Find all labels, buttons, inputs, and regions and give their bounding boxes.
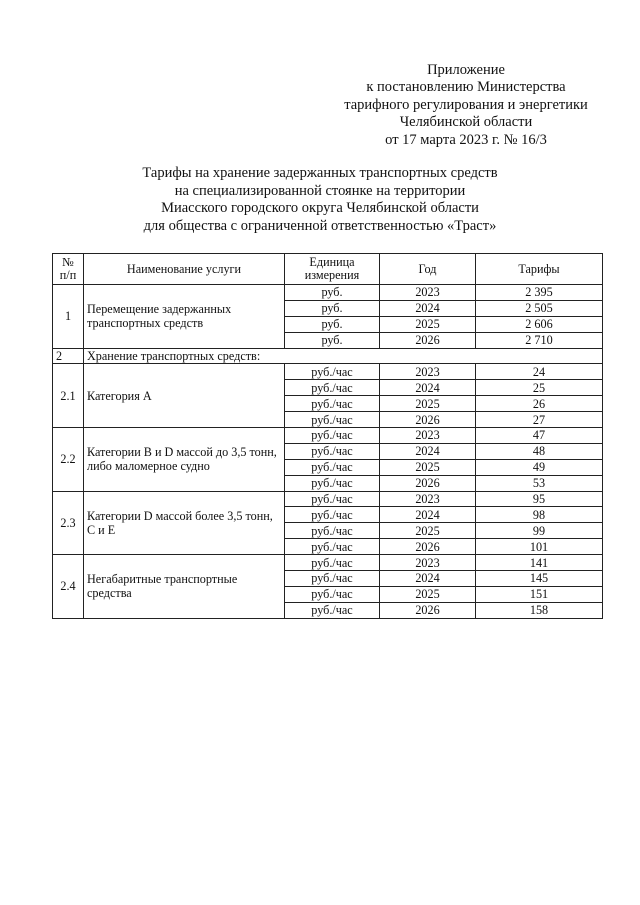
year-cell: 2024: [380, 443, 476, 459]
appendix-line: от 17 марта 2023 г. № 16/3: [385, 131, 547, 148]
unit-cell: руб./час: [285, 507, 380, 523]
unit-cell: руб./час: [285, 539, 380, 555]
service-name: Негабаритные транспортные средства: [84, 555, 285, 619]
year-cell: 2025: [380, 396, 476, 412]
title-line: на специализированной стоянке на территории: [174, 182, 466, 199]
unit-cell: руб./час: [285, 396, 380, 412]
unit-cell: руб./час: [285, 380, 380, 396]
title-line: для общества с ограниченной ответственностью «Траст»: [143, 217, 497, 234]
unit-cell: руб.: [285, 300, 380, 316]
year-cell: 2026: [380, 412, 476, 428]
row-num: 2.1: [53, 364, 84, 428]
unit-cell: руб.: [285, 332, 380, 348]
year-cell: 2025: [380, 586, 476, 602]
row-num: 2.2: [53, 428, 84, 492]
appendix-line: Челябинской области: [399, 114, 533, 131]
tariff-cell: 95: [476, 491, 603, 507]
tariff-cell: 101: [476, 539, 603, 555]
tariff-cell: 2 395: [476, 285, 603, 301]
unit-cell: руб./час: [285, 571, 380, 587]
tariff-cell: 47: [476, 428, 603, 444]
unit-cell: руб./час: [285, 364, 380, 380]
year-cell: 2024: [380, 571, 476, 587]
unit-cell: руб./час: [285, 555, 380, 571]
service-name: Категории D массой более 3,5 тонн, С и Е: [84, 491, 285, 555]
header-num: № п/п: [53, 254, 84, 285]
tariff-cell: 25: [476, 380, 603, 396]
row-num: 2.4: [53, 555, 84, 619]
tariff-cell: 24: [476, 364, 603, 380]
appendix-line: к постановлению Министерства: [366, 79, 566, 96]
tariff-cell: 26: [476, 396, 603, 412]
tariff-cell: 151: [476, 586, 603, 602]
tariff-cell: 141: [476, 555, 603, 571]
year-cell: 2024: [380, 507, 476, 523]
unit-cell: руб.: [285, 316, 380, 332]
service-name: Категории В и D массой до 3,5 тонн, либо маломерное судно: [84, 428, 285, 492]
unit-cell: руб./час: [285, 475, 380, 491]
year-cell: 2025: [380, 316, 476, 332]
table-row: [53, 491, 603, 507]
tariff-cell: 53: [476, 475, 603, 491]
appendix-header: [310, 62, 622, 149]
header-tariff: Тарифы: [476, 254, 603, 285]
year-cell: 2023: [380, 491, 476, 507]
year-cell: 2026: [380, 475, 476, 491]
tariff-cell: 2 710: [476, 332, 603, 348]
tariff-cell: 48: [476, 443, 603, 459]
title-line: Миасского городского округа Челябинской области: [161, 200, 479, 217]
table-row: [53, 364, 603, 380]
unit-cell: руб./час: [285, 602, 380, 618]
year-cell: 2023: [380, 285, 476, 301]
year-cell: 2025: [380, 459, 476, 475]
tariff-cell: 27: [476, 412, 603, 428]
header-name: Наименование услуги: [84, 254, 285, 285]
unit-cell: руб./час: [285, 491, 380, 507]
unit-cell: руб./час: [285, 459, 380, 475]
year-cell: 2026: [380, 539, 476, 555]
tariff-cell: 145: [476, 571, 603, 587]
table-row: [53, 555, 603, 571]
service-name: Перемещение задержанных транспортных средств: [84, 285, 285, 349]
section-title: Хранение транспортных средств:: [84, 348, 603, 364]
service-name: Категория А: [84, 364, 285, 428]
unit-cell: руб./час: [285, 412, 380, 428]
year-cell: 2023: [380, 428, 476, 444]
year-cell: 2026: [380, 602, 476, 618]
table-row: [53, 285, 603, 301]
year-cell: 2024: [380, 300, 476, 316]
tariff-table: [52, 253, 603, 619]
row-num: 2.3: [53, 491, 84, 555]
row-num: 1: [53, 285, 84, 349]
document-title: [60, 165, 580, 235]
year-cell: 2025: [380, 523, 476, 539]
tariff-cell: 2 606: [476, 316, 603, 332]
tariff-cell: 98: [476, 507, 603, 523]
unit-cell: руб.: [285, 285, 380, 301]
appendix-line: тарифного регулирования и энергетики: [344, 96, 588, 113]
appendix-line: Приложение: [427, 62, 505, 78]
tariff-cell: 49: [476, 459, 603, 475]
tariff-cell: 158: [476, 602, 603, 618]
title-line: Тарифы на хранение задержанных транспортных средств: [142, 165, 498, 181]
year-cell: 2024: [380, 380, 476, 396]
unit-cell: руб./час: [285, 443, 380, 459]
year-cell: 2023: [380, 555, 476, 571]
section-row: [53, 348, 603, 364]
header-year: Год: [380, 254, 476, 285]
unit-cell: руб./час: [285, 428, 380, 444]
tariff-cell: 2 505: [476, 300, 603, 316]
tariff-cell: 99: [476, 523, 603, 539]
table-row: [53, 428, 603, 444]
row-num: 2: [53, 348, 84, 364]
unit-cell: руб./час: [285, 523, 380, 539]
header-unit: Единица измерения: [285, 254, 380, 285]
year-cell: 2023: [380, 364, 476, 380]
table-header-row: [53, 254, 603, 285]
year-cell: 2026: [380, 332, 476, 348]
unit-cell: руб./час: [285, 586, 380, 602]
